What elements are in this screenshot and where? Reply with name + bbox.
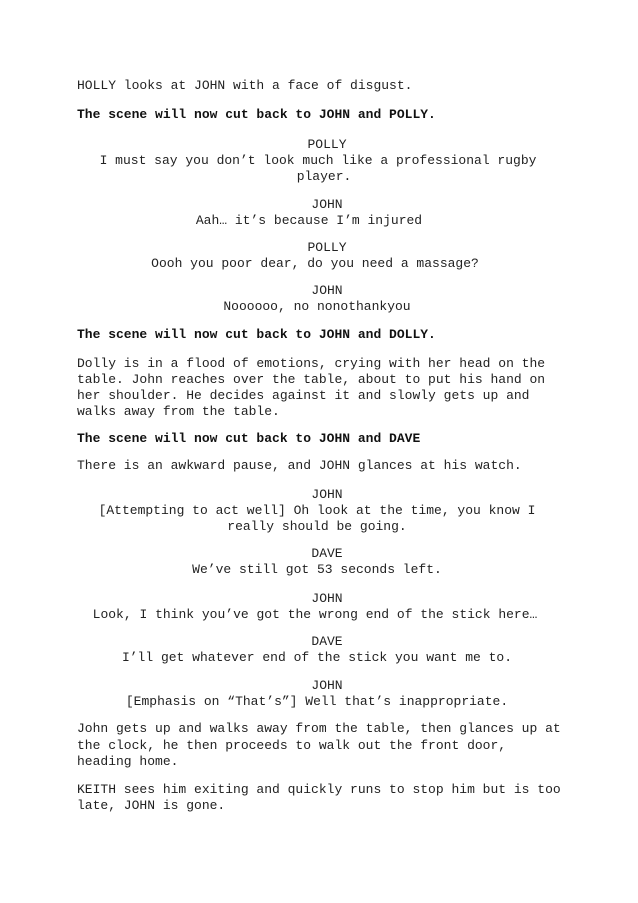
dialogue-line: player. <box>296 169 352 184</box>
character-name-dave: DAVE <box>311 546 343 561</box>
scene-transition: The scene will now cut back to JOHN and POLLY. <box>77 107 436 122</box>
character-name-polly: POLLY <box>307 137 347 152</box>
dialogue-line: [Emphasis on “That’s”] Well that’s inappropriate. <box>125 694 509 709</box>
scene-transition: The scene will now cut back to JOHN and DAVE <box>77 431 421 446</box>
character-name-polly: POLLY <box>307 240 347 255</box>
dialogue-line: I’ll get whatever end of the stick you want me to. <box>121 650 513 665</box>
character-name-john: JOHN <box>311 678 343 693</box>
action-line: Dolly is in a flood of emotions, crying with her head on the <box>77 356 546 371</box>
action-line: heading home. <box>77 754 179 769</box>
action-line: There is an awkward pause, and JOHN glances at his watch. <box>77 458 522 473</box>
action-line: walks away from the table. <box>77 404 280 419</box>
dialogue-line: really should be going. <box>227 519 407 534</box>
dialogue-line: Look, I think you’ve got the wrong end of the stick here… <box>92 607 538 622</box>
character-name-john: JOHN <box>311 197 343 212</box>
character-name-john: JOHN <box>311 283 343 298</box>
character-name-john: JOHN <box>311 591 343 606</box>
action-line: table. John reaches over the table, about to put his hand on <box>77 372 546 387</box>
dialogue-line: Noooooo, no nonothankyou <box>223 299 411 314</box>
dialogue-line: We’ve still got 53 seconds left. <box>192 562 442 577</box>
action-line: her shoulder. He decides against it and slowly gets up and <box>77 388 530 403</box>
action-line: late, JOHN is gone. <box>77 798 226 813</box>
dialogue-line: Aah… it’s because I’m injured <box>195 213 423 228</box>
character-name-dave: DAVE <box>311 634 343 649</box>
dialogue-line: [Attempting to act well] Oh look at the time, you know I <box>98 503 536 518</box>
character-name-john: JOHN <box>311 487 343 502</box>
action-line: HOLLY looks at JOHN with a face of disgust. <box>77 78 413 93</box>
action-line: John gets up and walks away from the table, then glances up at <box>77 721 561 736</box>
dialogue-line: I must say you don’t look much like a professional rugby <box>99 153 537 168</box>
action-line: KEITH sees him exiting and quickly runs to stop him but is too <box>77 782 561 797</box>
scene-transition: The scene will now cut back to JOHN and DOLLY. <box>77 327 436 342</box>
action-line: the clock, he then proceeds to walk out the front door, <box>77 738 507 753</box>
dialogue-line: Oooh you poor dear, do you need a massage? <box>151 256 479 271</box>
